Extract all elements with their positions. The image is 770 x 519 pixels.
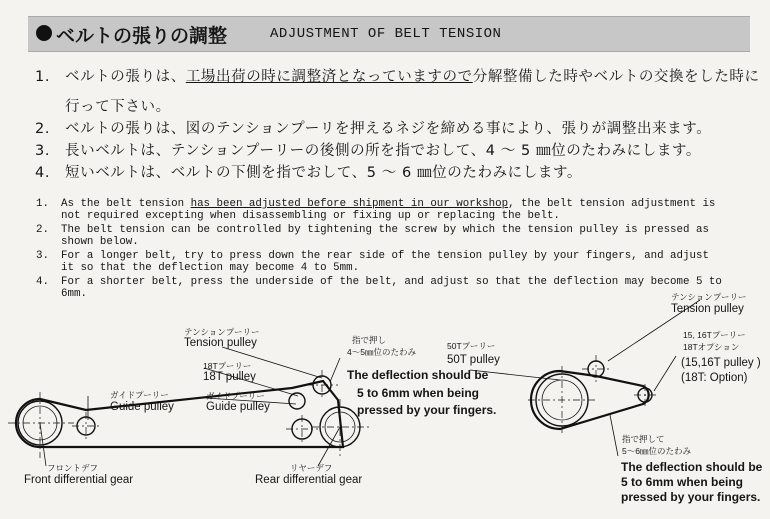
press-left-en-3: pressed by your fingers. [357,403,497,417]
tension-pulley-right-jp-label: テンションプーリー [671,292,747,302]
jp-item-3: 3. 長いベルトは、テンションプーリーの後側の所を指でおして、4 ～ 5 ㎜位のたわみにします。 [35,143,702,159]
pulley-18t-en-label: 18T pulley [203,371,256,383]
en-item-3-cont: it so that the deflection may become 4 to 5mm. [61,262,360,274]
press-right-jp-1: 指で押して [622,434,665,444]
press-right-en-1: The deflection should be [621,460,763,474]
option-pulley-jp-1: 15, 16Tプーリー [683,330,746,340]
pulley-50t-jp-label: 50Tプーリー [447,341,496,351]
en-item-1: 1. As the belt tension has been adjusted before shipment in our workshop, the belt tension adjustment is [36,198,716,210]
guide-pulley-2-en-label: Guide pulley [206,401,270,413]
press-right-en-3: pressed by your fingers. [621,490,761,504]
option-pulley-en-2: (18T: Option) [681,372,748,384]
pulley-50t-en-label: 50T pulley [447,354,500,366]
en-item-2-cont: shown below. [61,236,139,248]
jp-item-2: 2. ベルトの張りは、図のテンションプーリを押えるネジを締める事により、張りが調整出来ます。 [35,121,712,137]
jp-item-1: 1. ベルトの張りは、工場出荷の時に調整済となっていますので分解整備した時やベルトの交換をした時に [35,69,760,85]
front-diff-jp-label: フロントデフ [47,463,99,473]
tension-pulley-en-label: Tension pulley [184,337,257,349]
title-en: ADJUSTMENT OF BELT TENSION [270,26,502,42]
jp-item-4: 4. 短いベルトは、ベルトの下側を指でおして、5 ～ 6 ㎜位のたわみにします。 [35,165,583,181]
jp-item-1-cont: 行って下さい。 [65,99,171,115]
tension-pulley-right-en-label: Tension pulley [671,303,744,315]
press-left-jp-2: 4～5㎜位のたわみ [347,347,416,357]
en-item-2: 2. The belt tension can be controlled by tightening the screw by which the tension pulley is pressed as [36,224,709,236]
rear-diff-jp-label: リヤーデフ [290,463,333,473]
press-right-en-2: 5 to 6mm when being [621,475,744,489]
title-jp: ベルトの張りの調整 [56,25,228,47]
pulley-18t-jp-label: 18Tプーリー [203,361,252,371]
option-pulley-jp-2: 18Tオプション [683,342,740,352]
press-left-en-1: The deflection should be [347,368,489,382]
press-left-en-2: 5 to 6mm when being [357,386,480,400]
en-item-1-cont: not required excepting when disassembling or fixing up or replacing the belt. [61,210,560,222]
en-item-3: 3. For a longer belt, try to press down the rear side of the tension pulley by your fingers, and adjust [36,250,709,262]
guide-pulley-1-en-label: Guide pulley [110,401,174,413]
rear-diff-en-label: Rear differential gear [255,474,363,486]
front-diff-en-label: Front differential gear [24,474,134,486]
press-right-jp-2: 5～6㎜位のたわみ [622,446,691,456]
en-item-4-cont: 6mm. [61,288,87,300]
en-item-4: 4. For a shorter belt, press the underside of the belt, and adjust so that the deflection may become 5 to [36,276,722,288]
left-belt [16,381,343,447]
tension-pulley-jp-label: テンションプーリー [184,327,260,337]
guide-pulley-1-jp-label: ガイドプーリー [110,390,169,400]
guide-pulley-2-jp-label: ガイドプーリー [206,391,265,401]
option-pulley-en-1: (15,16T pulley ) [681,357,761,369]
press-left-jp-1: 指で押し [352,335,387,345]
